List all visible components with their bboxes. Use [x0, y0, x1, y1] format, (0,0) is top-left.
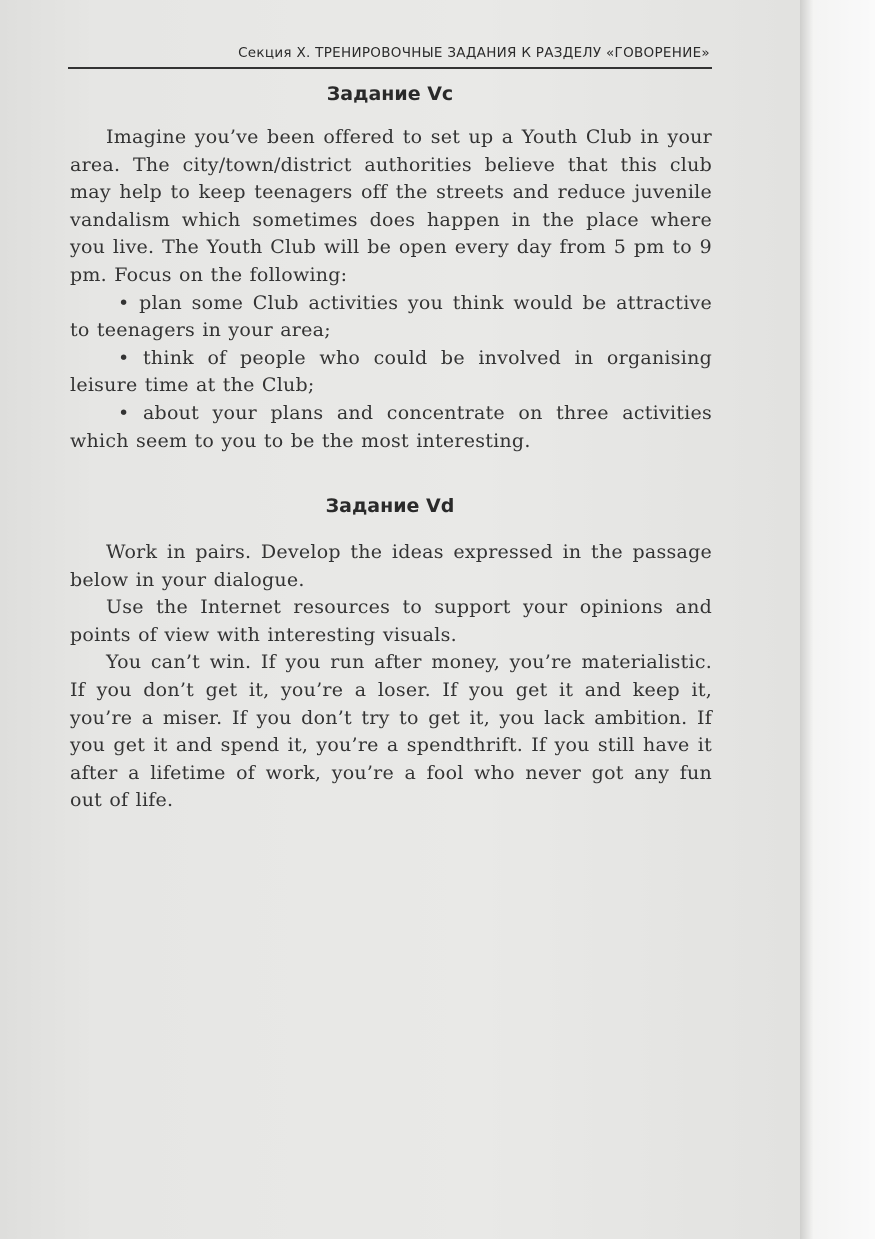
running-head: Секция X. ТРЕНИРОВОЧНЫЕ ЗАДАНИЯ К РАЗДЕЛУ «ГОВОРЕНИЕ»	[238, 45, 710, 61]
task-vd-paragraph-3: You can’t win. If you run after money, you’re materialistic. If you don’t get it, you’re a loser. If you get it and keep it, you’re a miser. If you don’t try to get it, you lack ambition. If you get it and spend it, you’re a spendthrift. If you still have it after a lifetime of work, you’re a fool who never got any fun out of life.	[70, 651, 712, 812]
task-vd-title: Задание Vd	[325, 495, 455, 517]
task-vd-text	[70, 539, 712, 815]
task-vc-intro: Imagine you’ve been offered to set up a Youth Club in your area. The city/town/district authorities believe that this club may help to keep teenagers off the streets and reduce juvenile vandalism which sometimes does happen in the place where you live. The Youth Club will be open every day from 5 pm to 9 pm. Focus on the following:	[70, 126, 712, 286]
task-vc-bullet-1: • plan some Club activities you think would be attractive to teenagers in your area;	[70, 291, 712, 342]
task-vc-text	[70, 124, 712, 455]
task-vd-paragraph-1: Work in pairs. Develop the ideas expressed in the passage below in your dialogue.	[70, 541, 712, 591]
task-vc-title: Задание Vc	[326, 83, 454, 105]
task-vc-bullet-3: • about your plans and concentrate on three activities which seem to you to be the most interesting.	[70, 401, 712, 452]
task-vc-bullet-2: • think of people who could be involved in organising leisure time at the Club;	[70, 346, 712, 397]
task-vd-paragraph-2: Use the Internet resources to support your opinions and points of view with interesting visuals.	[70, 596, 712, 646]
header-rule	[68, 67, 712, 69]
scan-margin	[800, 0, 875, 1239]
